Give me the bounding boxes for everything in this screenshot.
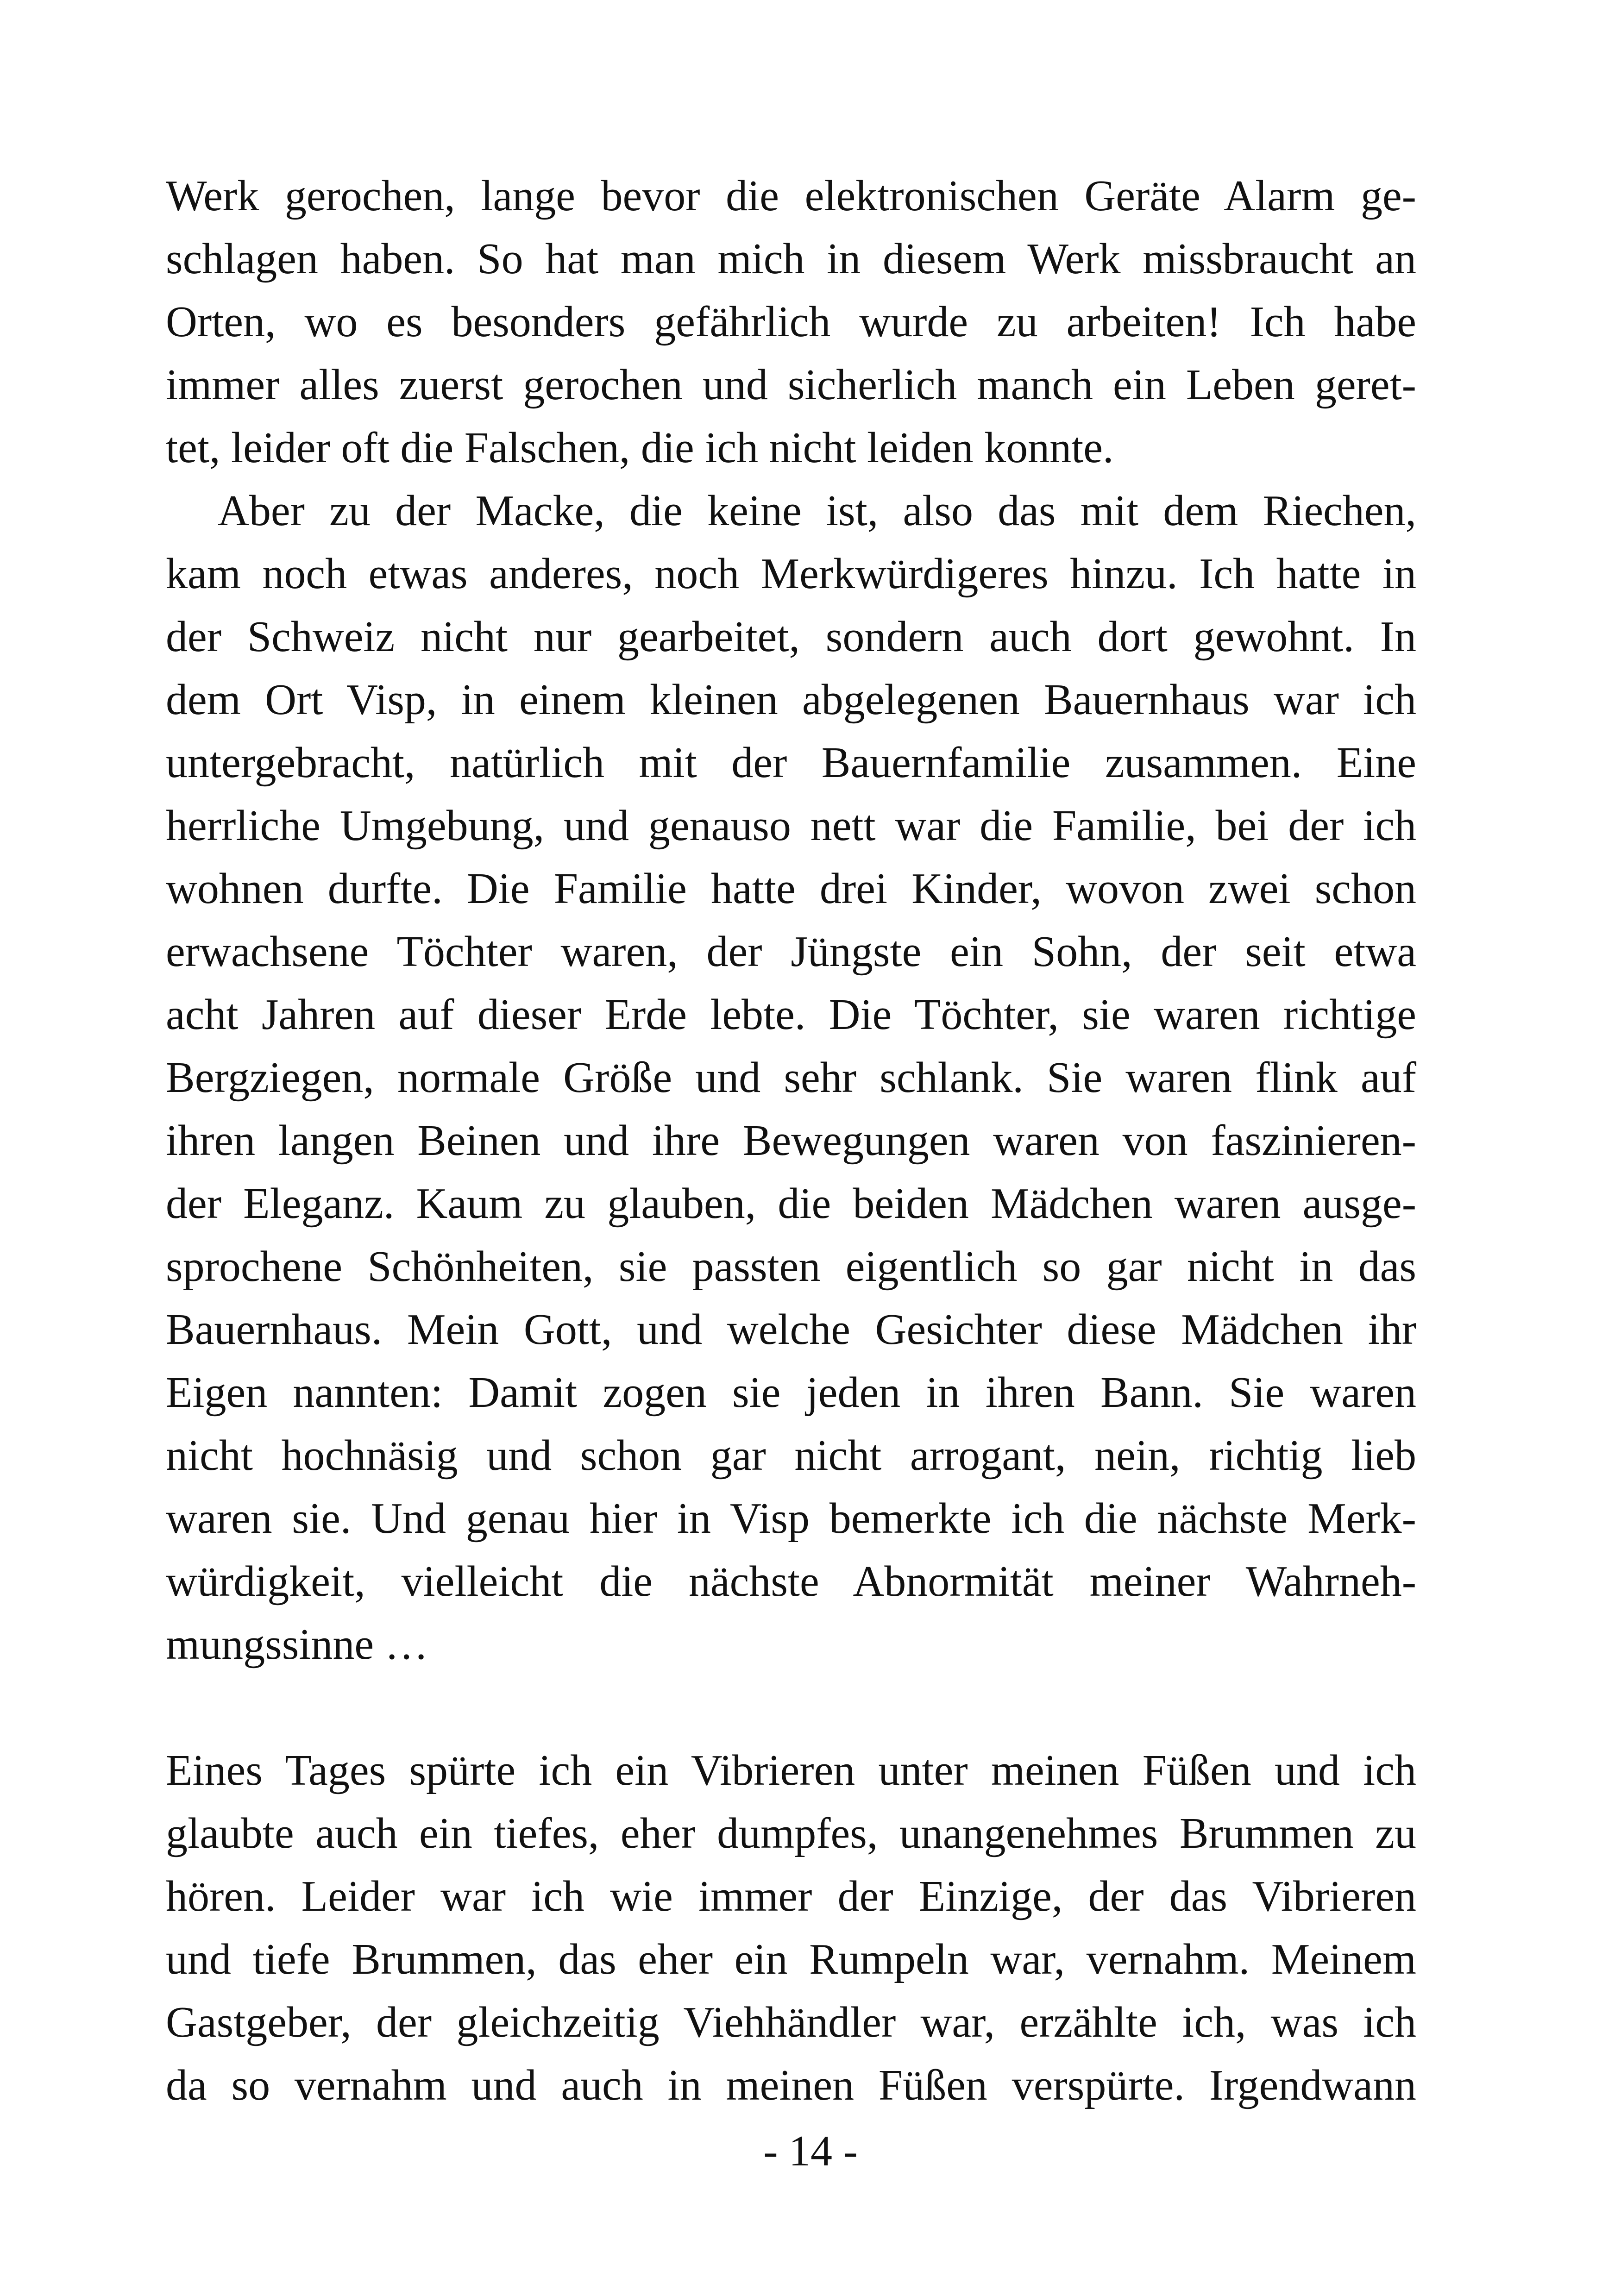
- text-line: würdigkeit, vielleicht die nächste Abnormität meiner Wahrneh-: [166, 1557, 1416, 1606]
- text-line: immer alles zuerst gerochen und sicherlich manch ein Leben geret-: [166, 361, 1416, 409]
- text-line: wohnen durfte. Die Familie hatte drei Kinder, wovon zwei schon: [166, 865, 1416, 913]
- text-line: dem Ort Visp, in einem kleinen abgelegenen Bauernhaus war ich: [166, 676, 1416, 724]
- text-line: kam noch etwas anderes, noch Merkwürdigeres hinzu. Ich hatte in: [166, 550, 1416, 598]
- text-line: der Eleganz. Kaum zu glauben, die beiden Mädchen waren ausge-: [166, 1179, 1416, 1228]
- text-line: sprochene Schönheiten, sie passten eigentlich so gar nicht in das: [166, 1242, 1416, 1291]
- text-line: Aber zu der Macke, die keine ist, also das mit dem Riechen,: [218, 487, 1416, 535]
- text-line: da so vernahm und auch in meinen Füßen verspürte. Irgendwann: [166, 2061, 1416, 2109]
- text-line: der Schweiz nicht nur gearbeitet, sondern auch dort gewohnt. In: [166, 613, 1416, 661]
- text-line: mungssinne …: [166, 1620, 428, 1669]
- text-line: ihren langen Beinen und ihre Bewegungen waren von faszinieren-: [166, 1117, 1416, 1165]
- text-line: Bergziegen, normale Größe und sehr schlank. Sie waren flink auf: [166, 1054, 1416, 1102]
- text-line: und tiefe Brummen, das eher ein Rumpeln war, vernahm. Meinem: [166, 1935, 1416, 1983]
- section-break: [166, 1676, 1416, 1739]
- text-line: acht Jahren auf dieser Erde lebte. Die Töchter, sie waren richtige: [166, 991, 1416, 1039]
- text-line: schlagen haben. So hat man mich in diesem Werk missbraucht an: [166, 235, 1416, 283]
- text-line: Eines Tages spürte ich ein Vibrieren unter meinen Füßen und ich: [166, 1746, 1416, 1794]
- paragraph-2: [166, 479, 1416, 1676]
- text-line: glaubte auch ein tiefes, eher dumpfes, unangenehmes Brummen zu: [166, 1809, 1416, 1857]
- text-line: hören. Leider war ich wie immer der Einzige, der das Vibrieren: [166, 1872, 1416, 1920]
- text-line: untergebracht, natürlich mit der Bauernfamilie zusammen. Eine: [166, 739, 1416, 787]
- page-number: - 14 -: [763, 2127, 858, 2175]
- text-line: erwachsene Töchter waren, der Jüngste ein Sohn, der seit etwa: [166, 928, 1416, 976]
- text-line: Eigen nannten: Damit zogen sie jeden in ihren Bann. Sie waren: [166, 1368, 1416, 1417]
- text-line: nicht hochnäsig und schon gar nicht arrogant, nein, richtig lieb: [166, 1431, 1416, 1480]
- body-text: [166, 164, 1416, 2117]
- paragraph-3: [166, 1739, 1416, 2117]
- paragraph-1: [166, 164, 1416, 479]
- text-line: Werk gerochen, lange bevor die elektronischen Geräte Alarm ge-: [166, 172, 1416, 220]
- text-line: herrliche Umgebung, und genauso nett war die Familie, bei der ich: [166, 802, 1416, 850]
- text-line: Gastgeber, der gleichzeitig Viehhändler war, erzählte ich, was ich: [166, 1998, 1416, 2046]
- text-line: tet, leider oft die Falschen, die ich nicht leiden konnte.: [166, 424, 1114, 472]
- text-line: Orten, wo es besonders gefährlich wurde zu arbeiten! Ich habe: [166, 298, 1416, 346]
- text-line: Bauernhaus. Mein Gott, und welche Gesichter diese Mädchen ihr: [166, 1305, 1416, 1354]
- text-line: waren sie. Und genau hier in Visp bemerkte ich die nächste Merk-: [166, 1494, 1416, 1543]
